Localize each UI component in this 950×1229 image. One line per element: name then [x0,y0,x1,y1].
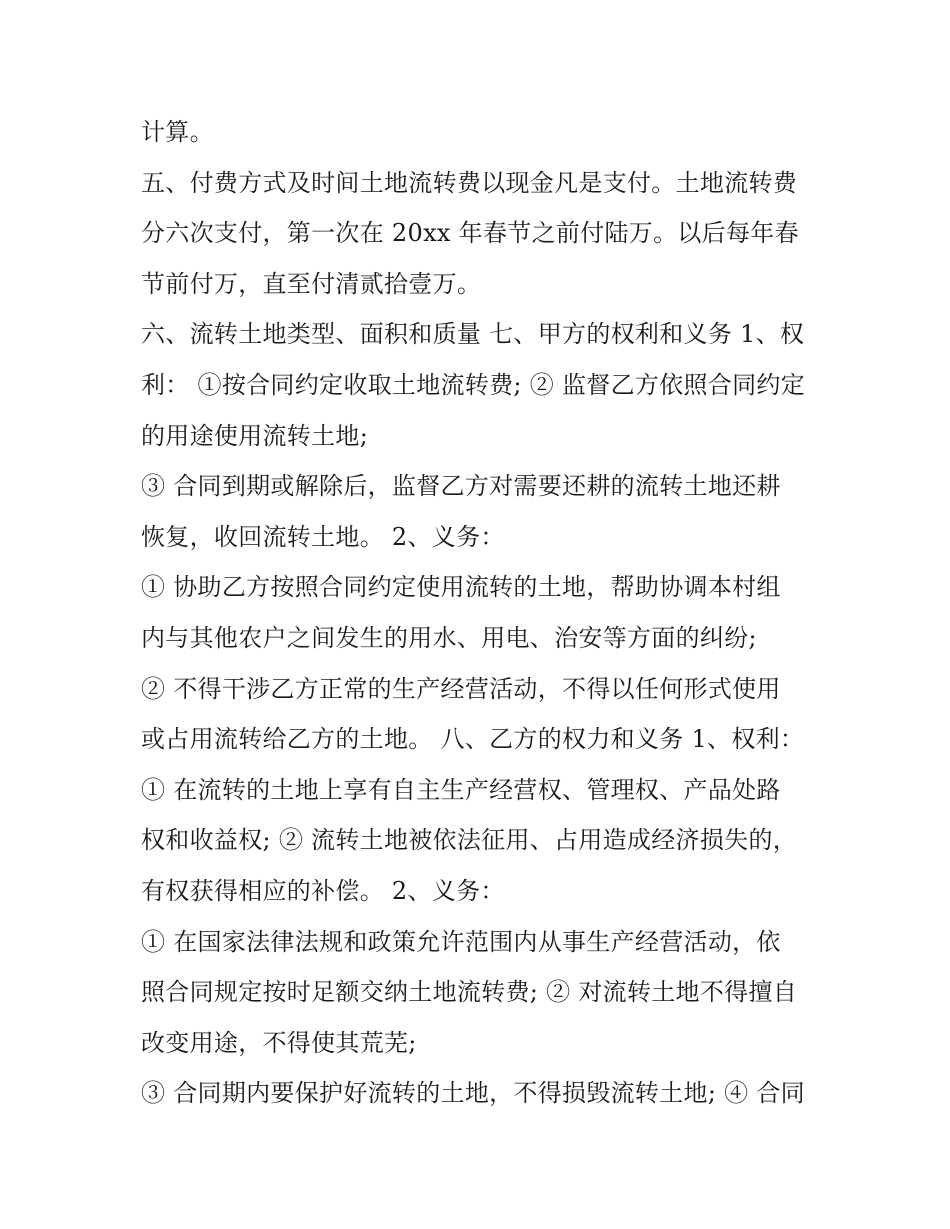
text-line: 有权获得相应的补偿。 2、义务： [141,876,505,905]
text-line: 计算。 [141,118,214,146]
text-line: 照合同规定按时足额交纳土地流转费; ② 对流转土地不得擅自 [141,978,798,1007]
text-line: ① 在流转的土地上享有自主生产经营权、管理权、产品处路 [141,775,781,804]
text-line: 五、付费方式及时间土地流转费以现金凡是支付。土地流转费 [141,168,798,197]
text-line: 分六次支付，第一次在 20xx 年春节之前付陆万。以后每年春 [141,219,799,248]
text-line: 恢复，收回流转土地。 2、义务： [141,522,505,551]
document-body [141,107,821,1119]
text-line: ① 在国家法律法规和政策允许范围内从事生产经营活动，依 [141,927,781,956]
text-line: ③ 合同期内要保护好流转的土地，不得损毁流转土地; ④ 合同 [141,1079,805,1108]
text-line: ② 不得干涉乙方正常的生产经营活动，不得以任何形式使用 [141,674,781,703]
text-line: 改变用途，不得使其荒芜; [141,1028,417,1057]
text-line: 六、流转土地类型、面积和质量 七、甲方的权利和义务 1、权 [141,320,805,349]
text-line: ① 协助乙方按照合同约定使用流转的土地，帮助协调本村组 [141,573,781,602]
text-line: 内与其他农户之间发生的用水、用电、治安等方面的纠纷; [141,623,757,652]
text-line: ③ 合同到期或解除后，监督乙方对需要还耕的流转土地还耕 [141,472,781,501]
text-line: 利： ①按合同约定收取土地流转费; ② 监督乙方依照合同约定 [141,370,805,399]
text-line: 节前付万，直至付清贰拾壹万。 [141,269,482,298]
text-line: 或占用流转给乙方的土地。 八、乙方的权力和义务 1、权利： [141,725,805,754]
text-line: 权和收益权; ② 流转土地被依法征用、占用造成经济损失的， [141,826,798,855]
text-line: 的用途使用流转土地; [141,421,369,450]
